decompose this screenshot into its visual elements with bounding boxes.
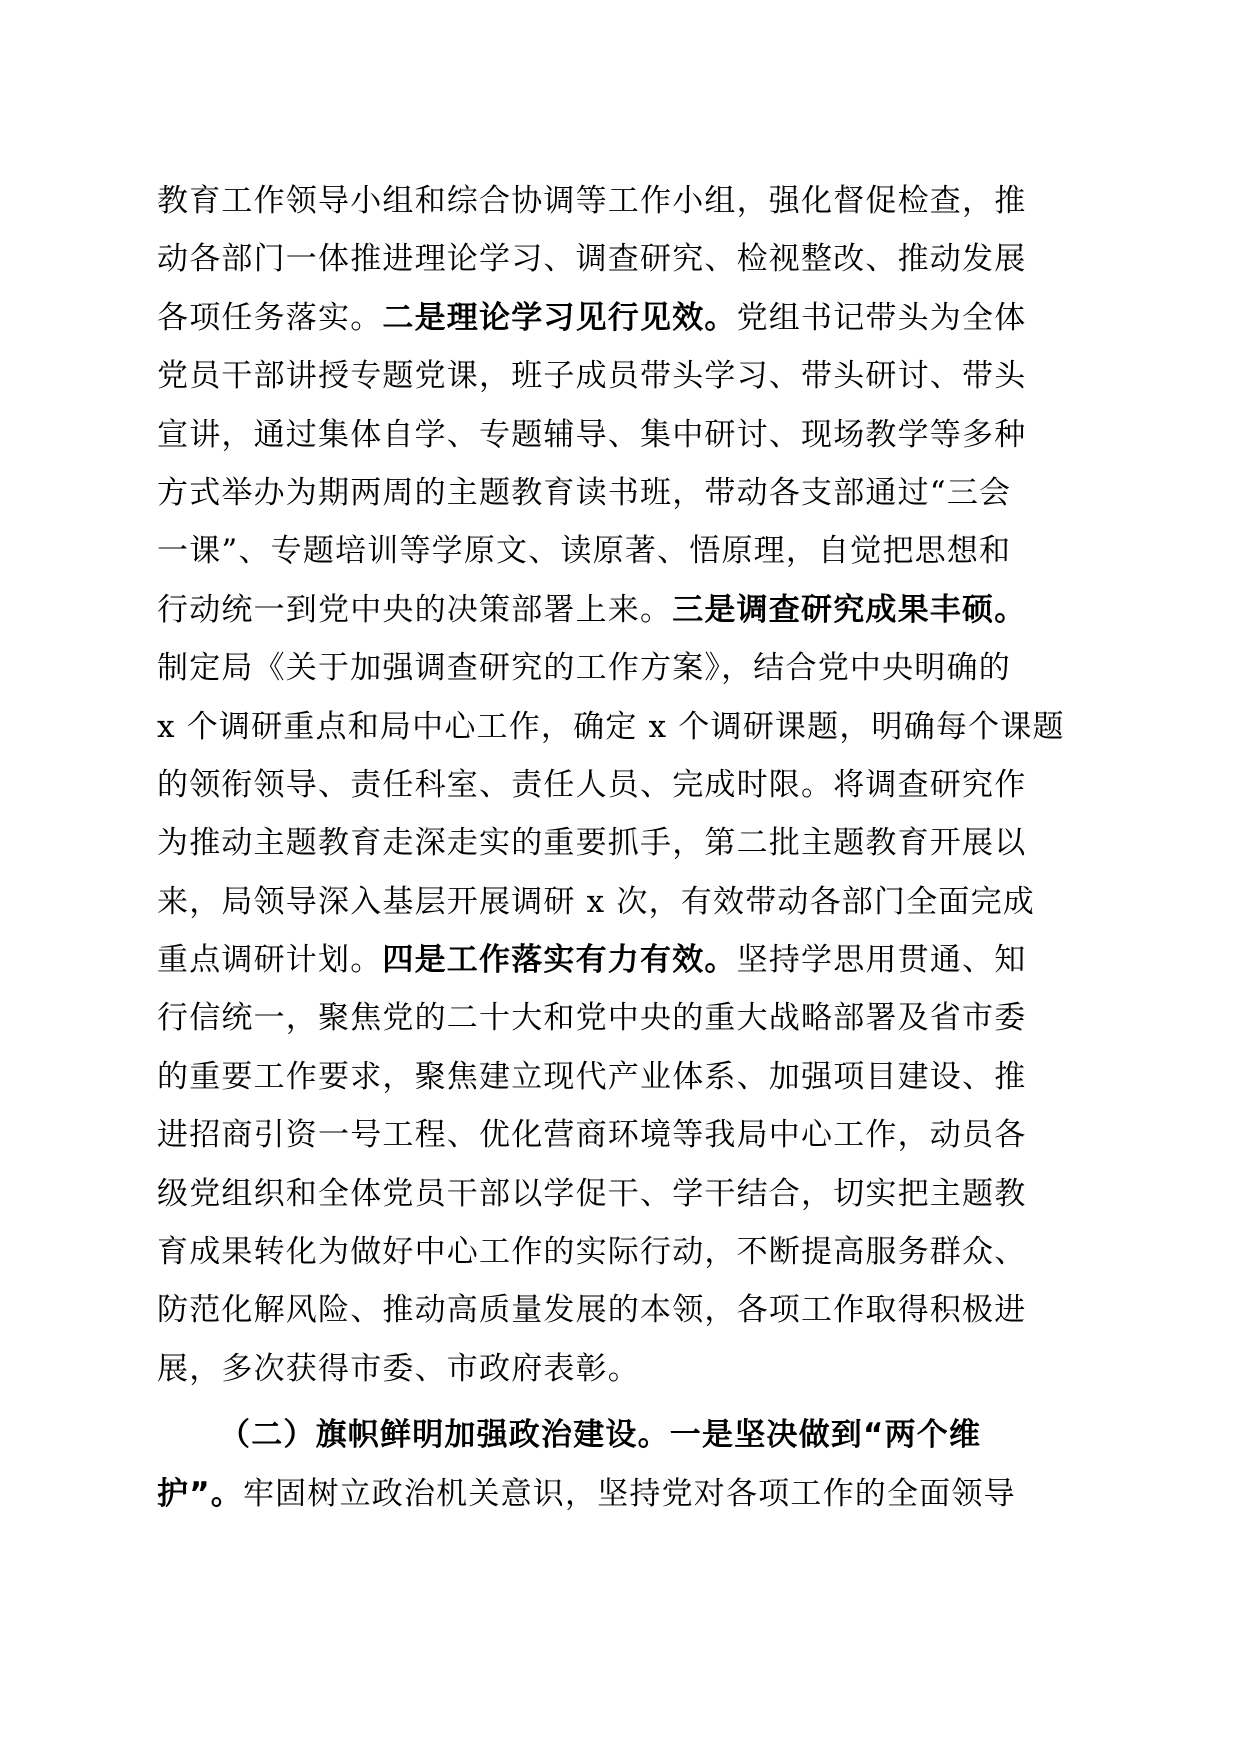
- text-run: 党组书记带头为全体: [736, 299, 1027, 336]
- text-run: 为推动主题教育走深走实的重要抓手，第二批主题教育开展以: [157, 825, 1027, 862]
- text-line: [157, 581, 1087, 639]
- text-run: 进招商引资一号工程、优化营商环境等我局中心工作，动员各: [157, 1117, 1027, 1154]
- text-run: 党员干部讲授专题党课，班子成员带头学习、带头研讨、带头: [157, 358, 1027, 395]
- document-body: [157, 172, 1087, 1523]
- text-line: [157, 172, 1087, 230]
- text-run: 坚持学思用贯通、知: [736, 942, 1027, 979]
- bold-phrase: 护”。: [157, 1475, 243, 1512]
- paragraph-section-1-continued: [157, 172, 1087, 1398]
- text-line: [157, 1465, 1087, 1523]
- text-line: [157, 1106, 1087, 1164]
- bold-phrase: 二是理论学习见行见效。: [382, 299, 737, 336]
- text-run: 教育工作领导小组和综合协调等工作小组，强化督促检查，推: [157, 183, 1027, 219]
- text-line: [157, 1223, 1087, 1281]
- text-run: 一课”、专题培训等学原文、读原著、悟原理，自觉把思想和: [157, 533, 1012, 570]
- text-run: 育成果转化为做好中心工作的实际行动，不断提高服务群众、: [157, 1234, 1027, 1271]
- text-line: [157, 1406, 1087, 1464]
- text-line: [157, 1281, 1087, 1339]
- paragraph-section-2: [157, 1406, 1087, 1523]
- bold-phrase: 三是调查研究成果丰硕。: [672, 591, 1027, 628]
- text-line: [157, 639, 1087, 697]
- text-run: x 个调研重点和局中心工作，确定 x 个调研课题，明确每个课题: [157, 708, 1065, 745]
- text-run: 动各部门一体推进理论学习、调查研究、检视整改、推动发展: [157, 241, 1027, 278]
- text-line: [157, 931, 1087, 989]
- text-run: 重点调研计划。: [157, 942, 383, 979]
- text-run: 各项任务落实。: [157, 299, 383, 336]
- text-run: 行动统一到党中央的决策部署上来。: [157, 591, 673, 628]
- text-run: 来，局领导深入基层开展调研 x 次，有效带动各部门全面完成: [157, 883, 1035, 920]
- text-run: 方式举办为期两周的主题教育读书班，带动各支部通过“三会: [157, 474, 1012, 511]
- text-run: 牢固树立政治机关意识，坚持党对各项工作的全面领导: [242, 1475, 1016, 1512]
- text-line: [157, 1048, 1087, 1106]
- text-line: [157, 347, 1087, 405]
- text-line: [157, 406, 1087, 464]
- text-run: 的重要工作要求，聚焦建立现代产业体系、加强项目建设、推: [157, 1058, 1027, 1095]
- text-run: 展，多次获得市委、市政府表彰。: [157, 1350, 640, 1387]
- text-line: [157, 522, 1087, 580]
- text-line: [157, 464, 1087, 522]
- bold-phrase: （二）旗帜鲜明加强政治建设。一是坚决做到“两个维: [219, 1417, 982, 1454]
- text-line: [157, 230, 1087, 288]
- text-line: [157, 989, 1087, 1047]
- text-run: 制定局《关于加强调查研究的工作方案》，结合党中央明确的: [157, 650, 1011, 687]
- text-run: 防范化解风险、推动高质量发展的本领，各项工作取得积极进: [157, 1292, 1027, 1329]
- text-run: 行信统一，聚焦党的二十大和党中央的重大战略部署及省市委: [157, 1000, 1027, 1037]
- text-line: [157, 873, 1087, 931]
- text-line: [157, 289, 1087, 347]
- text-line: [157, 698, 1087, 756]
- text-run: 级党组织和全体党员干部以学促干、学干结合，切实把主题教: [157, 1175, 1027, 1212]
- text-line: [157, 1340, 1087, 1398]
- text-line: [157, 756, 1087, 814]
- text-run: 宣讲，通过集体自学、专题辅导、集中研讨、现场教学等多种: [157, 416, 1027, 453]
- text-line: [157, 814, 1087, 872]
- text-run: 的领衔领导、责任科室、责任人员、完成时限。将调查研究作: [157, 766, 1027, 803]
- bold-phrase: 四是工作落实有力有效。: [382, 942, 737, 979]
- text-line: [157, 1165, 1087, 1223]
